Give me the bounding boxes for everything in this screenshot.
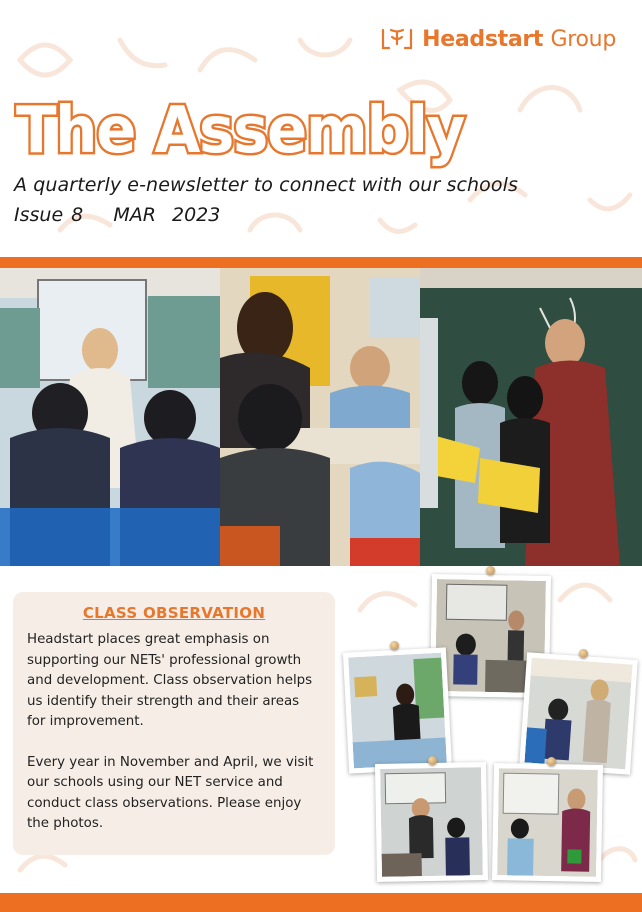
- brand-name-light: Group: [550, 26, 616, 52]
- newsletter-subtitle: A quarterly e-newsletter to connect with our schools: [14, 174, 519, 196]
- photo-strip: [0, 268, 642, 566]
- newsletter-title-text: The Assembly: [16, 94, 465, 168]
- issue-line: [14, 204, 220, 226]
- pin-icon: [428, 756, 437, 765]
- pin-icon: [390, 641, 399, 650]
- pin-icon: [547, 757, 556, 766]
- collage-photo-2: [343, 647, 452, 773]
- classroom-photo-3: [420, 268, 642, 566]
- brand-name-bold: Headstart: [422, 26, 544, 52]
- class-observation-paragraph-2: Every year in November and April, we visit our schools using our NET service and conduct class observations. Please enjoy the photos.: [27, 754, 314, 831]
- collage-photo-3: [519, 652, 638, 774]
- classroom-photo-2: [220, 268, 420, 566]
- headstart-logo-icon: [380, 26, 414, 52]
- top-divider-bar: [0, 257, 642, 268]
- issue-number: Issue 8: [14, 204, 84, 226]
- bottom-divider-bar: [0, 893, 642, 912]
- pin-icon: [486, 566, 495, 575]
- newsletter-title: [12, 88, 472, 170]
- issue-date: MAR 2023: [113, 204, 221, 226]
- class-observation-card: [13, 592, 335, 855]
- brand-header: [380, 26, 616, 52]
- pin-icon: [579, 649, 588, 658]
- brand-name: [422, 27, 616, 52]
- collage-photo-4: [375, 762, 488, 882]
- classroom-photo-1: [0, 268, 220, 566]
- class-observation-paragraph-1: Headstart places great emphasis on supporting our NETs' professional growth and development. Class observation helps us identify their strength and their areas for improvement.: [27, 632, 313, 729]
- class-observation-heading: CLASS OBSERVATION: [82, 604, 266, 622]
- collage-photo-5: [492, 763, 603, 882]
